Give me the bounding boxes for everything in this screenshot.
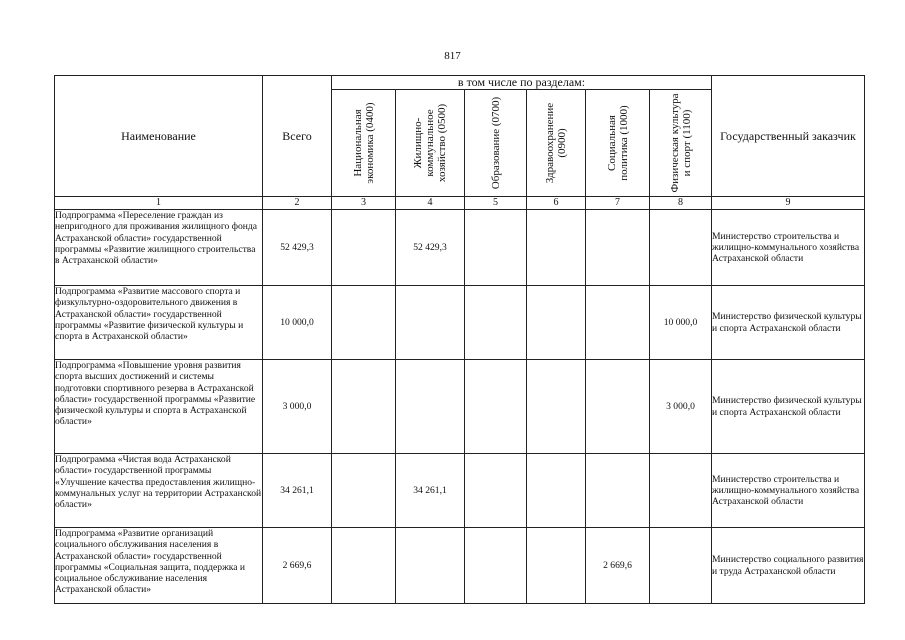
table-row <box>55 286 865 360</box>
row-value-0900 <box>527 286 586 360</box>
row-value-0400 <box>332 528 396 604</box>
header-section-0500-label: Жилищно-коммунальное хозяйство (0500) <box>412 103 448 183</box>
row-customer: Министерство физической культуры и спорта Астраханской области <box>712 286 865 360</box>
column-number: 7 <box>586 197 650 210</box>
header-row-top <box>55 76 865 90</box>
row-value-0500 <box>396 528 465 604</box>
row-name: Подпрограмма «Чистая вода Астраханской области» государственной программы «Улучшение качества предоставления жилищно-коммунальных услуг на территории Астраханской области» <box>55 454 263 528</box>
header-section-0900 <box>527 90 586 197</box>
row-value-0700 <box>465 210 527 286</box>
row-value-0400 <box>332 286 396 360</box>
header-section-1000-label: Социальная политика (1000) <box>605 105 630 181</box>
header-section-1100-label: Физическая культура и спорт (1100) <box>668 93 693 193</box>
budget-table <box>54 75 865 604</box>
header-sections-title: в том числе по разделам: <box>332 76 712 90</box>
row-name: Подпрограмма «Переселение граждан из непригодного для проживания жилищного фонда Астраханской области» государственной программы «Развитие жилищного строительства в Астраханской области» <box>55 210 263 286</box>
row-customer: Министерство строительства и жилищно-коммунального хозяйства Астраханской области <box>712 210 865 286</box>
column-number-row <box>55 197 865 210</box>
row-value-0500: 34 261,1 <box>396 454 465 528</box>
row-value-0900 <box>527 454 586 528</box>
row-customer: Министерство строительства и жилищно-коммунального хозяйства Астраханской области <box>712 454 865 528</box>
column-number: 6 <box>527 197 586 210</box>
page-number: 817 <box>444 50 461 62</box>
row-value-1100: 3 000,0 <box>650 360 712 454</box>
column-number: 4 <box>396 197 465 210</box>
row-value-1100 <box>650 210 712 286</box>
row-value-0500 <box>396 286 465 360</box>
header-section-1100 <box>650 90 712 197</box>
row-value-0700 <box>465 454 527 528</box>
row-value-0700 <box>465 528 527 604</box>
column-number: 3 <box>332 197 396 210</box>
row-value-0900 <box>527 210 586 286</box>
column-number: 8 <box>650 197 712 210</box>
table-row <box>55 210 865 286</box>
header-section-0400-label: Национальная экономика (0400) <box>351 102 376 184</box>
header-name: Наименование <box>55 76 263 197</box>
table-row <box>55 528 865 604</box>
column-number: 1 <box>55 197 263 210</box>
row-total: 2 669,6 <box>263 528 332 604</box>
row-total: 3 000,0 <box>263 360 332 454</box>
row-total: 52 429,3 <box>263 210 332 286</box>
table-row <box>55 360 865 454</box>
row-value-0700 <box>465 360 527 454</box>
row-name: Подпрограмма «Повышение уровня развития спорта высших достижений и системы подготовки спортивного резерва в Астраханской области» государственной программы «Развитие физической культуры и спорта в Астраханской области» <box>55 360 263 454</box>
row-value-1100: 10 000,0 <box>650 286 712 360</box>
header-total: Всего <box>263 76 332 197</box>
row-value-1000 <box>586 210 650 286</box>
row-name: Подпрограмма «Развитие организаций социального обслуживания населения в Астраханской области» государственной программы «Социальная защита, поддержка и социальное обслуживание населения Астраханской области» <box>55 528 263 604</box>
row-value-0400 <box>332 454 396 528</box>
header-section-0700-label: Образование (0700) <box>489 96 502 190</box>
row-customer: Министерство социального развития и труда Астраханской области <box>712 528 865 604</box>
row-value-1000 <box>586 360 650 454</box>
row-customer: Министерство физической культуры и спорта Астраханской области <box>712 360 865 454</box>
row-value-1100 <box>650 454 712 528</box>
row-total: 34 261,1 <box>263 454 332 528</box>
column-number: 5 <box>465 197 527 210</box>
column-number: 9 <box>712 197 865 210</box>
row-value-0500 <box>396 360 465 454</box>
row-value-1000: 2 669,6 <box>586 528 650 604</box>
row-value-0700 <box>465 286 527 360</box>
row-value-0400 <box>332 210 396 286</box>
column-number: 2 <box>263 197 332 210</box>
row-value-1100 <box>650 528 712 604</box>
header-section-0700 <box>465 90 527 197</box>
header-section-1000 <box>586 90 650 197</box>
header-section-0400 <box>332 90 396 197</box>
row-value-0400 <box>332 360 396 454</box>
row-value-0900 <box>527 360 586 454</box>
row-value-1000 <box>586 286 650 360</box>
row-name: Подпрограмма «Развитие массового спорта и физкультурно-оздоровительного движения в Астраханской области» государственной программы «Развитие физической культуры и спорта в Астраханской области» <box>55 286 263 360</box>
row-value-0900 <box>527 528 586 604</box>
header-section-0900-label: Здравоохранение (0900) <box>544 102 568 184</box>
row-value-1000 <box>586 454 650 528</box>
row-value-0500: 52 429,3 <box>396 210 465 286</box>
header-customer: Государственный заказчик <box>712 76 865 197</box>
table-row <box>55 454 865 528</box>
header-section-0500 <box>396 90 465 197</box>
row-total: 10 000,0 <box>263 286 332 360</box>
